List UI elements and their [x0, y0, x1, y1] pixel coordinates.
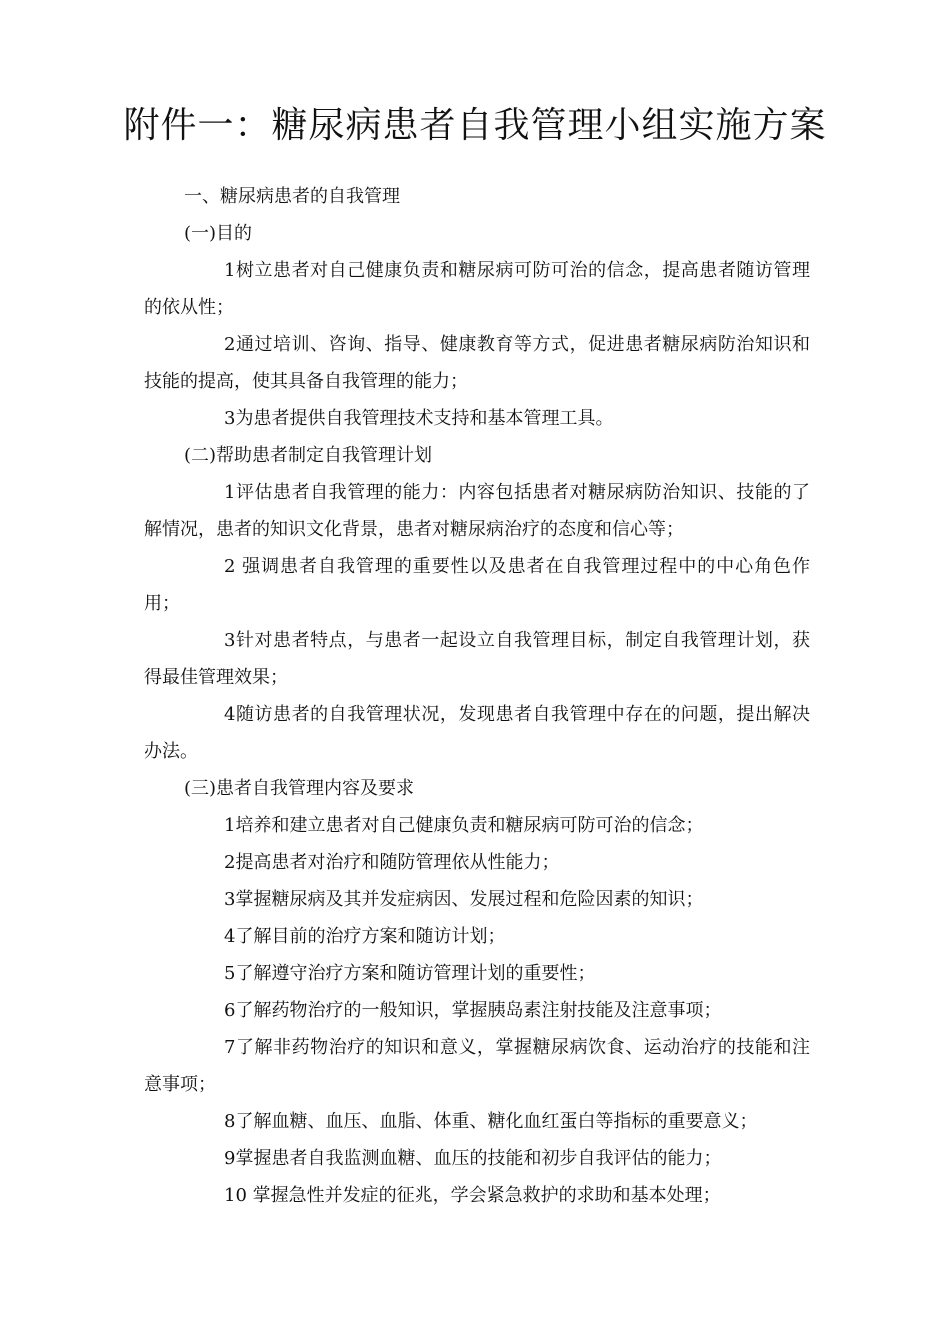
item-number: 2: [224, 852, 236, 873]
item-number: 7: [224, 1037, 236, 1058]
paragraph-text: 了解药物治疗的一般知识，掌握胰岛素注射技能及注意事项；: [235, 1000, 722, 1021]
paragraph-text: 了解非药物治疗的知识和意义，掌握糖尿病饮食、运动治疗的技能和注意事项；: [144, 1037, 810, 1095]
document-body: [144, 178, 810, 1214]
paragraph-text: 随访患者的自我管理状况，发现患者自我管理中存在的问题，提出解决办法。: [144, 704, 810, 762]
paragraph-text: (一)目的: [184, 223, 253, 244]
paragraph: [144, 622, 810, 696]
paragraph: [144, 1029, 810, 1103]
paragraph: [144, 474, 810, 548]
paragraph-text: 为患者提供自我管理技术支持和基本管理工具。: [235, 408, 614, 429]
document-title: 附件一：糖尿病患者自我管理小组实施方案: [123, 105, 827, 146]
paragraph: [144, 992, 810, 1029]
paragraph: [144, 807, 810, 844]
paragraph-text: 掌握糖尿病及其并发症病因、发展过程和危险因素的知识；: [235, 889, 704, 910]
paragraph: [144, 252, 810, 326]
item-number: 9: [224, 1148, 236, 1169]
item-number: 3: [224, 408, 236, 429]
paragraph-text: 强调患者自我管理的重要性以及患者在自我管理过程中的中心角色作用；: [144, 556, 810, 614]
item-number: 3: [224, 889, 236, 910]
paragraph-text: (二)帮助患者制定自我管理计划: [184, 445, 433, 466]
paragraph-text: 提高患者对治疗和随防管理依从性能力；: [235, 852, 560, 873]
paragraph: [144, 881, 810, 918]
paragraph: [144, 1140, 810, 1177]
paragraph: [144, 844, 810, 881]
paragraph-text: 树立患者对自己健康负责和糖尿病可防可治的信念，提高患者随访管理的依从性；: [144, 260, 810, 318]
item-number: 5: [224, 963, 236, 984]
paragraph-text: 针对患者特点，与患者一起设立自我管理目标，制定自我管理计划，获得最佳管理效果；: [144, 630, 810, 688]
paragraph-text: (三)患者自我管理内容及要求: [184, 778, 415, 799]
paragraph: [144, 400, 810, 437]
item-number: 4: [224, 704, 236, 725]
paragraph-text: 培养和建立患者对自己健康负责和糖尿病可防可治的信念；: [235, 815, 704, 836]
paragraph-text: 掌握急性并发症的征兆，学会紧急救护的求助和基本处理；: [246, 1185, 721, 1206]
paragraph-text: 通过培训、咨询、指导、健康教育等方式，促进患者糖尿病防治知识和技能的提高，使其具备自我管理的能力；: [144, 334, 810, 392]
paragraph: [144, 1103, 810, 1140]
paragraph-text: 了解血糖、血压、血脂、体重、糖化血红蛋白等指标的重要意义；: [235, 1111, 758, 1132]
item-number: 8: [224, 1111, 236, 1132]
item-number: 1: [224, 260, 236, 281]
item-number: 1: [224, 482, 236, 503]
item-number: 4: [224, 926, 236, 947]
paragraph: [144, 548, 810, 622]
item-number: 6: [224, 1000, 236, 1021]
paragraph-text: 评估患者自我管理的能力：内容包括患者对糖尿病防治知识、技能的了解情况，患者的知识文化背景，患者对糖尿病治疗的态度和信心等；: [144, 482, 810, 540]
item-number: 10: [224, 1185, 247, 1206]
item-number: 1: [224, 815, 236, 836]
paragraph-text: 了解目前的治疗方案和随访计划；: [235, 926, 506, 947]
paragraph-text: 一、糖尿病患者的自我管理: [184, 186, 400, 207]
paragraph: [144, 955, 810, 992]
item-number: 2: [224, 334, 236, 355]
paragraph: [144, 696, 810, 770]
paragraph: [144, 178, 810, 215]
paragraph: [144, 215, 810, 252]
paragraph: [144, 918, 810, 955]
paragraph: [144, 437, 810, 474]
paragraph-text: 掌握患者自我监测血糖、血压的技能和初步自我评估的能力；: [235, 1148, 722, 1169]
paragraph: [144, 770, 810, 807]
item-number: 2: [224, 556, 236, 577]
paragraph: [144, 326, 810, 400]
paragraph: [144, 1177, 810, 1214]
paragraph-text: 了解遵守治疗方案和随访管理计划的重要性；: [235, 963, 596, 984]
item-number: 3: [224, 630, 236, 651]
